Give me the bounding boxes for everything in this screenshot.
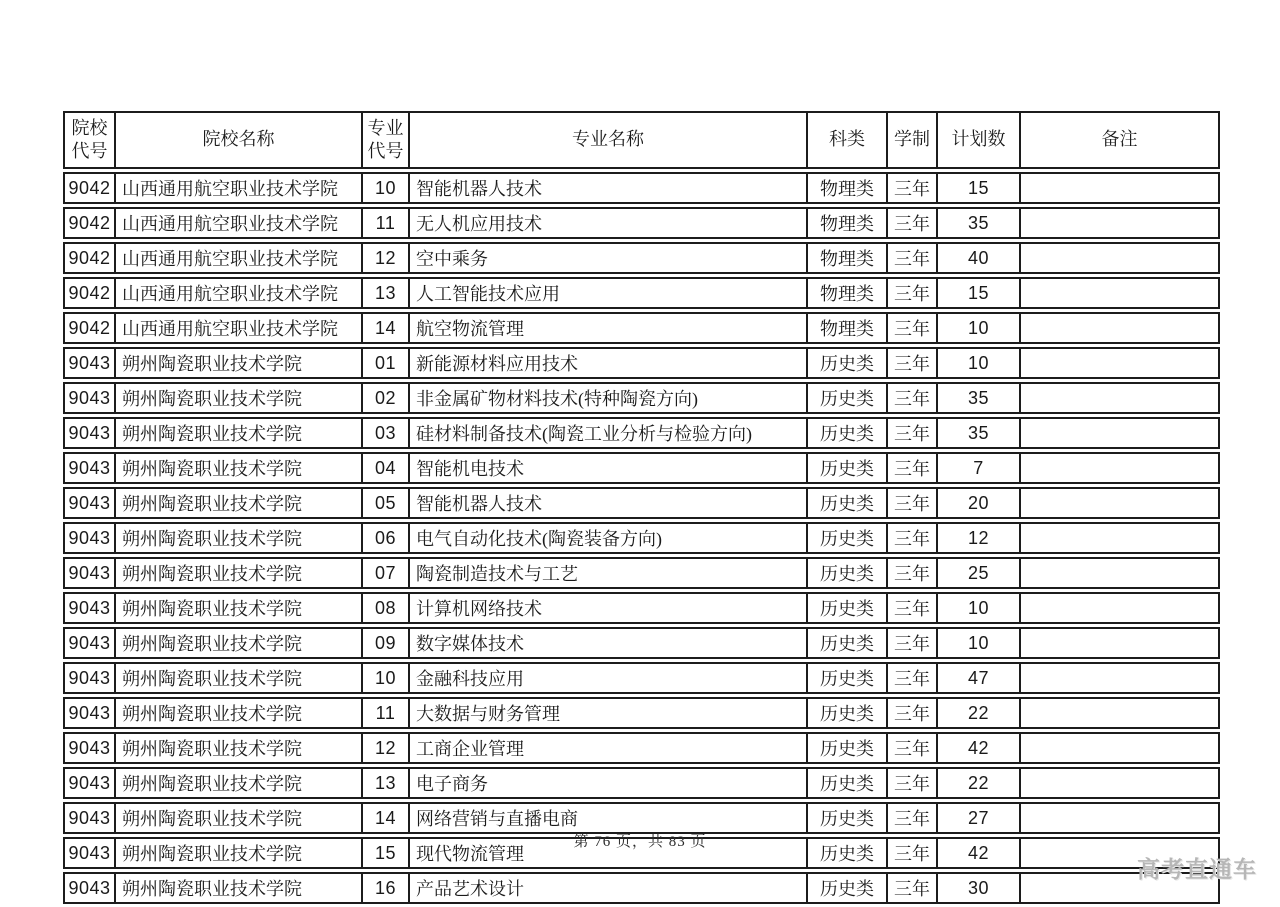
cell-plan-count: 40 [938, 242, 1021, 274]
cell-remarks [1021, 382, 1220, 414]
cell-remarks [1021, 557, 1220, 589]
cell-subject-type: 历史类 [808, 837, 888, 869]
cell-major-name: 智能机器人技术 [410, 487, 808, 519]
cell-duration: 三年 [888, 277, 938, 309]
cell-duration: 三年 [888, 242, 938, 274]
cell-college-name: 朔州陶瓷职业技术学院 [116, 382, 363, 414]
cell-remarks [1021, 697, 1220, 729]
cell-major-code: 15 [363, 837, 410, 869]
cell-duration: 三年 [888, 872, 938, 904]
cell-remarks [1021, 172, 1220, 204]
table-row [63, 207, 1220, 239]
column-header-college-name: 院校名称 [116, 111, 363, 169]
cell-remarks [1021, 662, 1220, 694]
cell-subject-type: 历史类 [808, 452, 888, 484]
cell-major-code: 04 [363, 452, 410, 484]
cell-major-name: 产品艺术设计 [410, 872, 808, 904]
table-row [63, 277, 1220, 309]
cell-duration: 三年 [888, 802, 938, 834]
cell-subject-type: 物理类 [808, 312, 888, 344]
cell-major-code: 02 [363, 382, 410, 414]
table-row [63, 487, 1220, 519]
table-row [63, 662, 1220, 694]
table-row [63, 382, 1220, 414]
cell-duration: 三年 [888, 732, 938, 764]
cell-college-name: 朔州陶瓷职业技术学院 [116, 837, 363, 869]
cell-plan-count: 10 [938, 592, 1021, 624]
table-row [63, 347, 1220, 379]
cell-college-code: 9043 [63, 837, 116, 869]
cell-remarks [1021, 522, 1220, 554]
cell-college-name: 朔州陶瓷职业技术学院 [116, 452, 363, 484]
cell-college-code: 9043 [63, 872, 116, 904]
table-row [63, 767, 1220, 799]
cell-remarks [1021, 487, 1220, 519]
cell-major-name: 智能机电技术 [410, 452, 808, 484]
cell-plan-count: 10 [938, 312, 1021, 344]
cell-major-code: 13 [363, 277, 410, 309]
column-header-duration: 学制 [888, 111, 938, 169]
cell-major-code: 11 [363, 207, 410, 239]
cell-major-name: 现代物流管理 [410, 837, 808, 869]
column-header-college-code: 院校代号 [63, 111, 116, 169]
cell-college-name: 朔州陶瓷职业技术学院 [116, 487, 363, 519]
cell-major-code: 07 [363, 557, 410, 589]
cell-subject-type: 物理类 [808, 277, 888, 309]
cell-major-code: 13 [363, 767, 410, 799]
cell-subject-type: 历史类 [808, 347, 888, 379]
cell-major-name: 智能机器人技术 [410, 172, 808, 204]
cell-plan-count: 25 [938, 557, 1021, 589]
cell-college-code: 9043 [63, 732, 116, 764]
cell-duration: 三年 [888, 347, 938, 379]
cell-college-name: 朔州陶瓷职业技术学院 [116, 767, 363, 799]
cell-college-name: 朔州陶瓷职业技术学院 [116, 347, 363, 379]
cell-college-code: 9043 [63, 802, 116, 834]
cell-major-code: 11 [363, 697, 410, 729]
table-row [63, 627, 1220, 659]
cell-subject-type: 历史类 [808, 872, 888, 904]
table-row [63, 417, 1220, 449]
cell-major-code: 14 [363, 312, 410, 344]
cell-major-name: 无人机应用技术 [410, 207, 808, 239]
cell-duration: 三年 [888, 487, 938, 519]
cell-remarks [1021, 347, 1220, 379]
column-header-remarks: 备注 [1021, 111, 1220, 169]
cell-major-code: 10 [363, 172, 410, 204]
cell-college-code: 9043 [63, 417, 116, 449]
table-row [63, 557, 1220, 589]
cell-college-name: 朔州陶瓷职业技术学院 [116, 627, 363, 659]
cell-plan-count: 30 [938, 872, 1021, 904]
cell-major-name: 网络营销与直播电商 [410, 802, 808, 834]
cell-subject-type: 物理类 [808, 242, 888, 274]
cell-plan-count: 35 [938, 382, 1021, 414]
cell-college-code: 9042 [63, 172, 116, 204]
cell-remarks [1021, 767, 1220, 799]
cell-college-code: 9043 [63, 627, 116, 659]
cell-college-code: 9043 [63, 347, 116, 379]
cell-college-name: 朔州陶瓷职业技术学院 [116, 697, 363, 729]
table-row [63, 242, 1220, 274]
cell-major-code: 10 [363, 662, 410, 694]
cell-college-name: 朔州陶瓷职业技术学院 [116, 592, 363, 624]
cell-duration: 三年 [888, 172, 938, 204]
cell-subject-type: 历史类 [808, 522, 888, 554]
cell-college-code: 9043 [63, 487, 116, 519]
cell-plan-count: 22 [938, 697, 1021, 729]
cell-remarks [1021, 312, 1220, 344]
cell-college-code: 9042 [63, 207, 116, 239]
cell-college-code: 9043 [63, 767, 116, 799]
cell-college-code: 9043 [63, 697, 116, 729]
header-row [63, 111, 1220, 169]
cell-major-name: 陶瓷制造技术与工艺 [410, 557, 808, 589]
cell-plan-count: 42 [938, 837, 1021, 869]
cell-college-name: 山西通用航空职业技术学院 [116, 242, 363, 274]
cell-major-name: 金融科技应用 [410, 662, 808, 694]
cell-college-code: 9042 [63, 242, 116, 274]
cell-plan-count: 7 [938, 452, 1021, 484]
cell-subject-type: 历史类 [808, 417, 888, 449]
cell-college-name: 朔州陶瓷职业技术学院 [116, 417, 363, 449]
cell-major-name: 航空物流管理 [410, 312, 808, 344]
cell-college-code: 9042 [63, 312, 116, 344]
cell-major-name: 人工智能技术应用 [410, 277, 808, 309]
cell-plan-count: 27 [938, 802, 1021, 834]
cell-subject-type: 历史类 [808, 592, 888, 624]
cell-remarks [1021, 207, 1220, 239]
cell-major-code: 01 [363, 347, 410, 379]
cell-duration: 三年 [888, 592, 938, 624]
cell-college-name: 朔州陶瓷职业技术学院 [116, 732, 363, 764]
cell-major-name: 工商企业管理 [410, 732, 808, 764]
cell-major-name: 大数据与财务管理 [410, 697, 808, 729]
cell-major-code: 14 [363, 802, 410, 834]
cell-college-name: 山西通用航空职业技术学院 [116, 312, 363, 344]
column-header-major-code: 专业代号 [363, 111, 410, 169]
cell-college-name: 朔州陶瓷职业技术学院 [116, 872, 363, 904]
cell-college-code: 9043 [63, 382, 116, 414]
cell-subject-type: 历史类 [808, 767, 888, 799]
admission-plan-table [63, 108, 1220, 907]
cell-college-code: 9043 [63, 522, 116, 554]
cell-major-name: 数字媒体技术 [410, 627, 808, 659]
cell-duration: 三年 [888, 382, 938, 414]
watermark-gaokao-zhitongche: 高考直通车 [1137, 856, 1257, 882]
table-row [63, 452, 1220, 484]
table-row [63, 522, 1220, 554]
cell-subject-type: 历史类 [808, 802, 888, 834]
column-header-subject-type: 科类 [808, 111, 888, 169]
cell-college-code: 9043 [63, 592, 116, 624]
cell-college-code: 9042 [63, 277, 116, 309]
cell-college-name: 朔州陶瓷职业技术学院 [116, 662, 363, 694]
cell-plan-count: 47 [938, 662, 1021, 694]
cell-remarks [1021, 592, 1220, 624]
cell-major-name: 硅材料制备技术(陶瓷工业分析与检验方向) [410, 417, 808, 449]
cell-subject-type: 历史类 [808, 557, 888, 589]
cell-subject-type: 历史类 [808, 487, 888, 519]
cell-subject-type: 历史类 [808, 627, 888, 659]
cell-remarks [1021, 452, 1220, 484]
cell-duration: 三年 [888, 452, 938, 484]
cell-plan-count: 20 [938, 487, 1021, 519]
cell-plan-count: 10 [938, 347, 1021, 379]
cell-college-name: 朔州陶瓷职业技术学院 [116, 802, 363, 834]
cell-subject-type: 历史类 [808, 732, 888, 764]
table-row [63, 872, 1220, 904]
cell-major-code: 12 [363, 242, 410, 274]
cell-duration: 三年 [888, 767, 938, 799]
cell-college-code: 9043 [63, 557, 116, 589]
cell-duration: 三年 [888, 627, 938, 659]
cell-major-name: 电子商务 [410, 767, 808, 799]
cell-duration: 三年 [888, 522, 938, 554]
cell-plan-count: 10 [938, 627, 1021, 659]
cell-college-code: 9043 [63, 452, 116, 484]
cell-major-name: 新能源材料应用技术 [410, 347, 808, 379]
cell-remarks [1021, 277, 1220, 309]
cell-college-code: 9043 [63, 662, 116, 694]
table-row [63, 732, 1220, 764]
cell-subject-type: 历史类 [808, 382, 888, 414]
cell-remarks [1021, 627, 1220, 659]
cell-plan-count: 35 [938, 207, 1021, 239]
cell-plan-count: 15 [938, 172, 1021, 204]
cell-major-name: 非金属矿物材料技术(特种陶瓷方向) [410, 382, 808, 414]
cell-duration: 三年 [888, 417, 938, 449]
cell-major-code: 06 [363, 522, 410, 554]
cell-major-code: 03 [363, 417, 410, 449]
column-header-major-name: 专业名称 [410, 111, 808, 169]
table-row [63, 592, 1220, 624]
cell-duration: 三年 [888, 312, 938, 344]
cell-plan-count: 12 [938, 522, 1021, 554]
cell-subject-type: 物理类 [808, 207, 888, 239]
cell-remarks [1021, 417, 1220, 449]
cell-major-code: 09 [363, 627, 410, 659]
cell-plan-count: 35 [938, 417, 1021, 449]
cell-remarks [1021, 242, 1220, 274]
cell-remarks [1021, 732, 1220, 764]
cell-college-name: 朔州陶瓷职业技术学院 [116, 522, 363, 554]
cell-college-name: 山西通用航空职业技术学院 [116, 172, 363, 204]
cell-major-code: 16 [363, 872, 410, 904]
cell-subject-type: 历史类 [808, 697, 888, 729]
cell-duration: 三年 [888, 697, 938, 729]
cell-college-name: 山西通用航空职业技术学院 [116, 207, 363, 239]
cell-plan-count: 22 [938, 767, 1021, 799]
table-row [63, 172, 1220, 204]
cell-duration: 三年 [888, 207, 938, 239]
table-row [63, 312, 1220, 344]
page-number: 第 76 页，共 83 页 [573, 834, 707, 850]
cell-major-name: 电气自动化技术(陶瓷装备方向) [410, 522, 808, 554]
cell-subject-type: 历史类 [808, 662, 888, 694]
cell-duration: 三年 [888, 557, 938, 589]
cell-duration: 三年 [888, 662, 938, 694]
cell-major-code: 05 [363, 487, 410, 519]
cell-subject-type: 物理类 [808, 172, 888, 204]
cell-plan-count: 15 [938, 277, 1021, 309]
cell-major-name: 计算机网络技术 [410, 592, 808, 624]
table-row [63, 697, 1220, 729]
cell-plan-count: 42 [938, 732, 1021, 764]
cell-duration: 三年 [888, 837, 938, 869]
column-header-plan-count: 计划数 [938, 111, 1021, 169]
cell-major-code: 08 [363, 592, 410, 624]
cell-major-code: 12 [363, 732, 410, 764]
cell-college-name: 山西通用航空职业技术学院 [116, 277, 363, 309]
cell-college-name: 朔州陶瓷职业技术学院 [116, 557, 363, 589]
cell-major-name: 空中乘务 [410, 242, 808, 274]
